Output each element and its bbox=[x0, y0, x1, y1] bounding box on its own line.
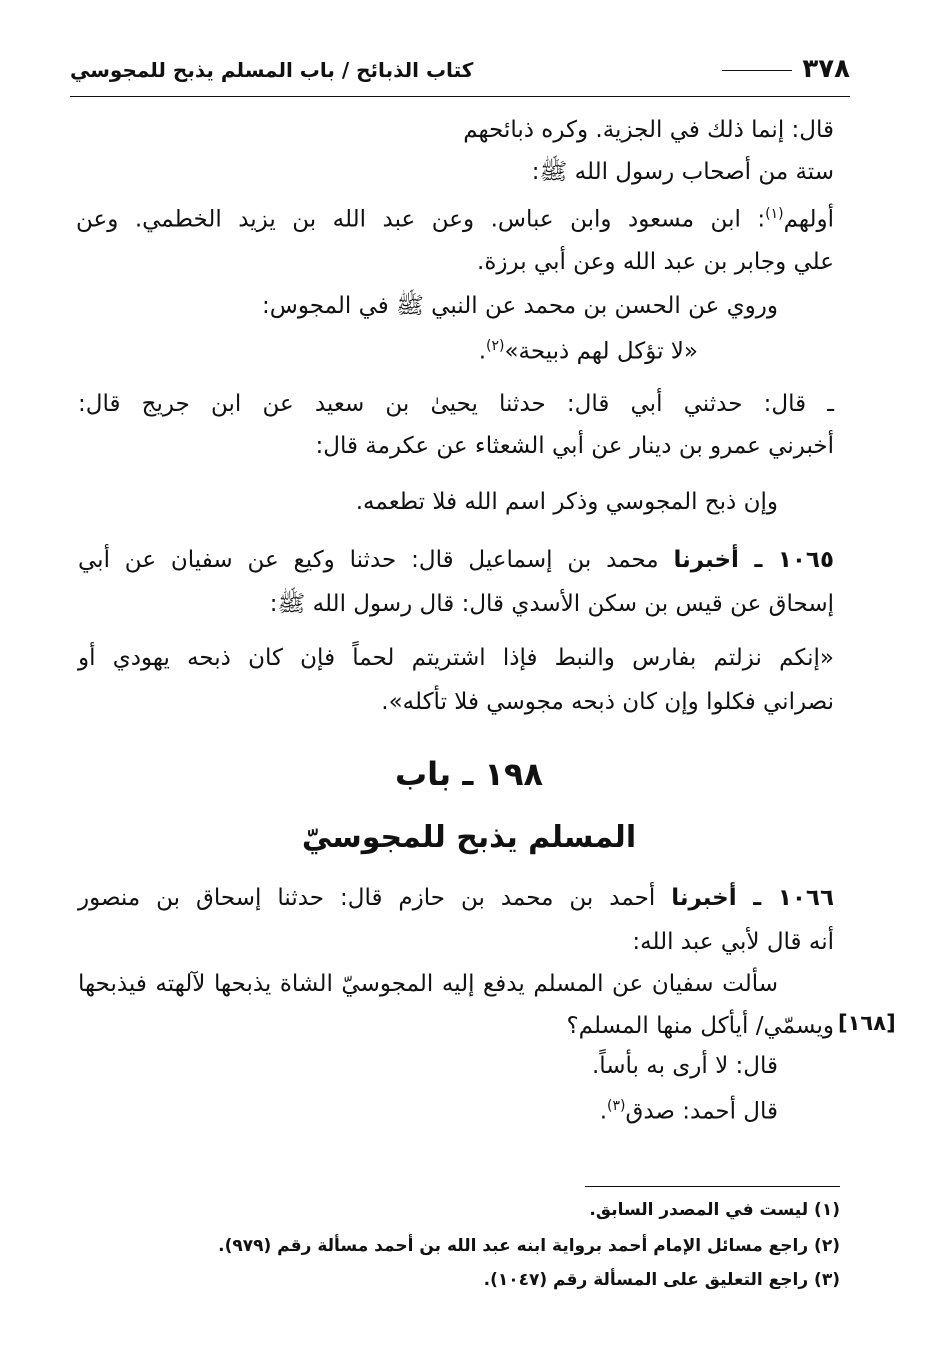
footnote-2: (٢) راجع مسائل الإمام أحمد برواية ابنه عبد الله بن أحمد مسألة رقم (٩٧٩). bbox=[218, 1236, 840, 1256]
header-rule bbox=[722, 70, 792, 71]
footnote-1: (١) ليست في المصدر السابق. bbox=[589, 1200, 840, 1220]
text-line-2: ستة من أصحاب رسول الله ﷺ: bbox=[531, 159, 834, 185]
margin-manuscript-ref: [١٦٨] bbox=[838, 1011, 896, 1035]
text-line-1: قال: إنما ذلك في الجزية. وكره ذبائحهم bbox=[463, 117, 834, 143]
chapter-number: ١٩٨ ـ باب bbox=[395, 755, 543, 793]
text-line-6 bbox=[479, 330, 698, 368]
text-line-9: وإن ذبح المجوسي وذكر اسم الله فلا تطعمه. bbox=[355, 489, 778, 515]
text-line-8: أخبرني عمرو بن دينار عن أبي الشعثاء عن عكرمة قال: bbox=[315, 433, 834, 459]
footnote-ref-2[interactable]: (٢) bbox=[486, 338, 505, 354]
text-line-19-start: قال أحمد: صدق bbox=[625, 1098, 778, 1125]
text-line-3 bbox=[76, 198, 834, 236]
text-line-19-end: . bbox=[599, 1098, 608, 1125]
text-line-19 bbox=[600, 1090, 778, 1128]
text-line-11: إسحاق عن قيس بن سكن الأسدي قال: قال رسول الله ﷺ: bbox=[269, 591, 834, 617]
text-line-18: قال: لا أرى به بأساً. bbox=[591, 1053, 778, 1079]
running-title: كتاب الذبائح / باب المسلم يذبح للمجوسي bbox=[70, 58, 474, 82]
text-line-10-end: محمد بن إسماعيل قال: حدثنا وكيع عن سفيان عن أبي bbox=[78, 547, 674, 573]
text-line-4: علي وجابر بن عبد الله وعن أبي برزة. bbox=[477, 249, 834, 275]
text-line-17: ويسمّي/ أيأكل منها المسلم؟ bbox=[566, 1013, 834, 1039]
footnote-3: (٣) راجع التعليق على المسألة رقم (١٠٤٧). bbox=[483, 1270, 840, 1290]
text-line-14-end: أحمد بن محمد بن حازم قال: حدثنا إسحاق بن منصور bbox=[78, 885, 672, 911]
text-line-3-end: : ابن مسعود وابن عباس. وعن عبد الله بن يزيد الخطمي. وعن bbox=[76, 206, 766, 233]
text-line-14 bbox=[78, 882, 834, 914]
text-line-12: «إنكم نزلتم بفارس والنبط فإذا اشتريتم لحماً فإن كان ذبحه يهودي أو bbox=[78, 645, 834, 671]
text-line-7: ـ قال: حدثني أبي قال: حدثنا يحيىٰ بن سعيد عن ابن جريج قال: bbox=[78, 391, 834, 417]
page-header bbox=[70, 48, 850, 97]
text-line-6-end: . bbox=[478, 338, 486, 365]
text-line-3-start: أولهم bbox=[783, 206, 834, 233]
footnote-separator bbox=[585, 1186, 840, 1187]
footnote-ref-1[interactable]: (١) bbox=[765, 206, 784, 222]
text-line-5: وروي عن الحسن بن محمد عن النبي ﷺ في المجوس: bbox=[262, 293, 778, 319]
text-line-10 bbox=[78, 544, 834, 576]
text-line-16: سألت سفيان عن المسلم يدفع إليه المجوسيّ الشاة يذبحها لآلهته فيذبحها bbox=[78, 971, 778, 997]
text-line-15: أنه قال لأبي عبد الله: bbox=[632, 929, 834, 955]
hadith-number-1065: ١٠٦٥ ـ أخبرنا bbox=[673, 547, 834, 573]
page-number: ٣٧٨ bbox=[802, 54, 850, 84]
hadith-number-1066: ١٠٦٦ ـ أخبرنا bbox=[671, 885, 834, 911]
chapter-title: المسلم يذبح للمجوسيّ bbox=[301, 820, 637, 855]
quote-hadith-1: «لا تؤكل لهم ذبيحة» bbox=[504, 338, 698, 365]
footnote-ref-3[interactable]: (٣) bbox=[607, 1098, 626, 1114]
text-line-13: نصراني فكلوا وإن كان ذبحه مجوسي فلا تأكله». bbox=[381, 689, 834, 715]
